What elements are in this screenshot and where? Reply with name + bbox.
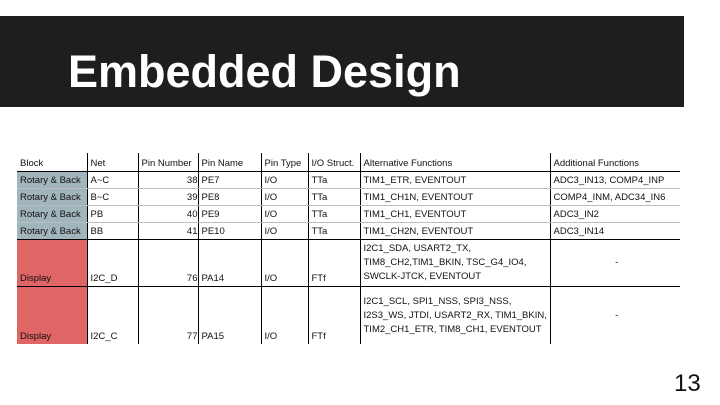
pin-type-cell: I/O bbox=[261, 240, 308, 287]
pin-type-cell: I/O bbox=[261, 206, 308, 223]
block-cell: Rotary & Back bbox=[17, 172, 87, 189]
pin-number-cell: 41 bbox=[138, 223, 198, 240]
slide-title: Embedded Design bbox=[68, 46, 461, 97]
net-cell: I2C_D bbox=[87, 240, 138, 287]
pin-type-cell: I/O bbox=[261, 287, 308, 345]
additional-functions-cell: - bbox=[550, 240, 680, 287]
pin-table bbox=[17, 153, 680, 344]
additional-functions-cell: ADC3_IN2 bbox=[550, 206, 680, 223]
io-struct-cell: TTa bbox=[308, 223, 360, 240]
page-number: 13 bbox=[674, 370, 701, 397]
header-io-struct: I/O Struct. bbox=[308, 153, 360, 172]
pin-name-cell: PE10 bbox=[198, 223, 261, 240]
alternative-functions-cell: TIM1_CH1N, EVENTOUT bbox=[360, 189, 550, 206]
block-cell: Display bbox=[17, 240, 87, 287]
pin-number-cell: 38 bbox=[138, 172, 198, 189]
table-row bbox=[17, 240, 680, 287]
header-net: Net bbox=[87, 153, 138, 172]
additional-functions-cell: COMP4_INM, ADC34_IN6 bbox=[550, 189, 680, 206]
alternative-functions-cell: TIM1_ETR, EVENTOUT bbox=[360, 172, 550, 189]
net-cell: BB bbox=[87, 223, 138, 240]
table-row bbox=[17, 206, 680, 223]
header-alternative-functions: Alternative Functions bbox=[360, 153, 550, 172]
pin-name-cell: PE8 bbox=[198, 189, 261, 206]
pin-type-cell: I/O bbox=[261, 189, 308, 206]
net-cell: PB bbox=[87, 206, 138, 223]
block-cell: Rotary & Back bbox=[17, 223, 87, 240]
pin-name-cell: PE9 bbox=[198, 206, 261, 223]
io-struct-cell: TTa bbox=[308, 189, 360, 206]
additional-functions-cell: ADC3_IN13, COMP4_INP bbox=[550, 172, 680, 189]
io-struct-cell: FTf bbox=[308, 240, 360, 287]
alternative-functions-cell: I2C1_SDA, USART2_TX, TIM8_CH2,TIM1_BKIN, TSC_G4_IO4, SWCLK-JTCK, EVENTOUT bbox=[360, 240, 550, 287]
header-pin-name: Pin Name bbox=[198, 153, 261, 172]
pin-type-cell: I/O bbox=[261, 223, 308, 240]
pin-number-cell: 76 bbox=[138, 240, 198, 287]
block-cell: Display bbox=[17, 287, 87, 345]
pin-type-cell: I/O bbox=[261, 172, 308, 189]
pin-name-cell: PE7 bbox=[198, 172, 261, 189]
table-row bbox=[17, 223, 680, 240]
pin-number-cell: 39 bbox=[138, 189, 198, 206]
pin-number-cell: 40 bbox=[138, 206, 198, 223]
io-struct-cell: TTa bbox=[308, 206, 360, 223]
header-pin-number: Pin Number bbox=[138, 153, 198, 172]
pin-number-cell: 77 bbox=[138, 287, 198, 345]
io-struct-cell: TTa bbox=[308, 172, 360, 189]
alternative-functions-cell: I2C1_SCL, SPI1_NSS, SPI3_NSS, I2S3_WS, JTDI, USART2_RX, TIM1_BKIN, TIM2_CH1_ETR, TIM8_CH1, EVENTOUT bbox=[360, 287, 550, 345]
table-row bbox=[17, 287, 680, 345]
block-cell: Rotary & Back bbox=[17, 206, 87, 223]
pin-name-cell: PA15 bbox=[198, 287, 261, 345]
io-struct-cell: FTf bbox=[308, 287, 360, 345]
header-additional-functions: Additional Functions bbox=[550, 153, 680, 172]
block-cell: Rotary & Back bbox=[17, 189, 87, 206]
table-row bbox=[17, 189, 680, 206]
table-row bbox=[17, 172, 680, 189]
table-header-row bbox=[17, 153, 680, 172]
additional-functions-cell: - bbox=[615, 309, 619, 321]
additional-functions-cell: ADC3_IN14 bbox=[550, 223, 680, 240]
header-block: Block bbox=[17, 153, 87, 172]
net-cell: A~C bbox=[87, 172, 138, 189]
header-pin-type: Pin Type bbox=[261, 153, 308, 172]
alternative-functions-cell: TIM1_CH1, EVENTOUT bbox=[360, 206, 550, 223]
net-cell: B~C bbox=[87, 189, 138, 206]
pin-name-cell: PA14 bbox=[198, 240, 261, 287]
net-cell: I2C_C bbox=[87, 287, 138, 345]
alternative-functions-cell: TIM1_CH2N, EVENTOUT bbox=[360, 223, 550, 240]
